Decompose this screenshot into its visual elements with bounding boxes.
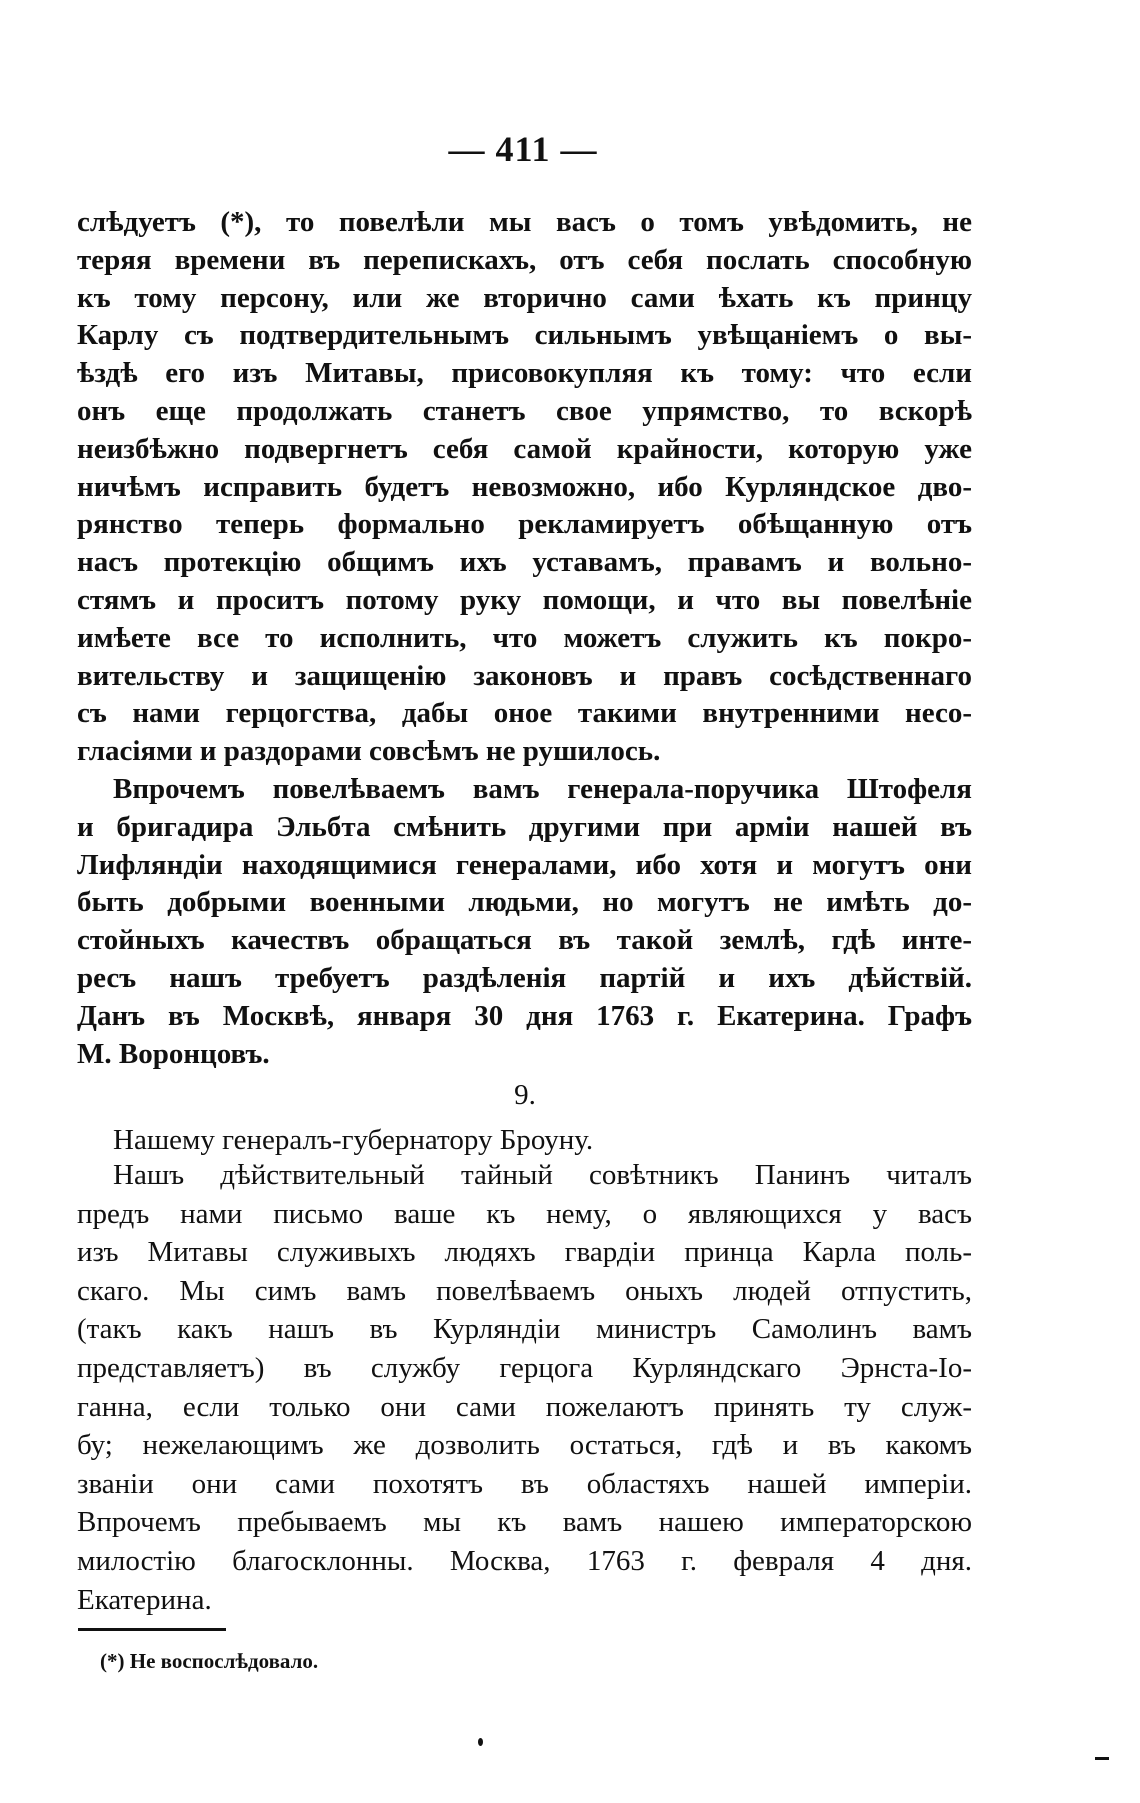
text-line: Впрочемъ повелѣваемъ вамъ генерала-поручика Штофеля bbox=[113, 772, 972, 805]
scan-speck bbox=[478, 1738, 483, 1746]
footnote: (*) Не воспослѣдовало. bbox=[100, 1649, 319, 1673]
text-line: изъ Митавы служивыхъ людяхъ гвардіи принца Карла поль- bbox=[77, 1236, 972, 1269]
text-line: быть добрыми военными людьми, но могутъ не имѣть до- bbox=[77, 886, 972, 919]
text-line: скаго. Мы симъ вамъ повелѣваемъ оныхъ людей отпустить, bbox=[77, 1274, 972, 1307]
text-line: рянство теперь формально рекламируетъ обѣщанную отъ bbox=[77, 508, 972, 541]
text-line: милостію благосклонны. Москва, 1763 г. февраля 4 дня. bbox=[77, 1544, 972, 1577]
text-block-main bbox=[77, 204, 972, 1073]
text-line: съ нами герцогства, дабы оное такими внутренними несо- bbox=[77, 697, 972, 730]
page-number: — 411 — bbox=[448, 129, 598, 169]
text-line: ѣздѣ его изъ Митавы, присовокупляя къ тому: что если bbox=[77, 357, 972, 390]
text-line: представляетъ) въ службу герцога Курляндскаго Эрнста-Іо- bbox=[77, 1351, 972, 1384]
text-line: званіи они сами похотятъ въ областяхъ нашей имперіи. bbox=[77, 1467, 972, 1500]
text-line: онъ еще продолжать станетъ свое упрямство, то вскорѣ bbox=[77, 394, 972, 427]
text-block-letter-9 bbox=[77, 1156, 972, 1619]
text-line: Впрочемъ пребываемъ мы къ вамъ нашею императорскою bbox=[77, 1506, 972, 1539]
text-line: ресъ нашъ требуетъ раздѣленія партій и ихъ дѣйствій. bbox=[77, 961, 972, 994]
text-line: стойныхъ качествъ обращаться въ такой землѣ, гдѣ инте- bbox=[77, 924, 972, 957]
text-line: насъ протекцію общимъ ихъ уставамъ, правамъ и вольно- bbox=[77, 546, 972, 579]
text-line: гласіями и раздорами совсѣмъ не рушилось. bbox=[77, 735, 661, 768]
text-line: ничѣмъ исправить будетъ невозможно, ибо Курляндское дво- bbox=[77, 470, 972, 503]
text-line: М. Воронцовъ. bbox=[77, 1037, 270, 1070]
text-line: Карлу съ подтвердительнымъ сильнымъ увѣщаніемъ о вы- bbox=[77, 319, 972, 352]
scan-mark bbox=[1095, 1757, 1109, 1760]
text-line: Данъ въ Москвѣ, января 30 дня 1763 г. Екатерина. Графъ bbox=[77, 999, 972, 1032]
text-line: и бригадира Эльбта смѣнить другими при арміи нашей въ bbox=[77, 810, 972, 843]
text-line: Нашъ дѣйствительный тайный совѣтникъ Панинъ читалъ bbox=[113, 1159, 972, 1191]
text-line: бу; нежелающимъ же дозволить остаться, гдѣ и въ какомъ bbox=[77, 1429, 972, 1462]
text-line: предъ нами письмо ваше къ нему, о являющихся у васъ bbox=[77, 1197, 972, 1230]
text-line: ганна, если только они сами пожелаютъ принять ту служ- bbox=[77, 1390, 972, 1423]
text-line: къ тому персону, или же вторично сами ѣхать къ принцу bbox=[77, 281, 972, 314]
text-line: слѣдуетъ (*), то повелѣли мы васъ о томъ увѣдомить, не bbox=[77, 206, 972, 238]
text-line: Екатерина. bbox=[77, 1583, 212, 1616]
text-line: Лифляндіи находящимися генералами, ибо хотя и могутъ они bbox=[77, 848, 972, 881]
addressee-line: Нашему генералъ-губернатору Броуну. bbox=[113, 1124, 594, 1156]
text-line: неизбѣжно подвергнетъ себя самой крайности, которую уже bbox=[77, 432, 972, 465]
text-line: вительству и защищенію законовъ и правъ сосѣдственнаго bbox=[77, 659, 972, 692]
section-number: 9. bbox=[514, 1079, 536, 1111]
text-line: теряя времени въ перепискахъ, отъ себя послать способную bbox=[77, 243, 972, 276]
footnote-divider bbox=[78, 1628, 226, 1631]
text-line: имѣете все то исполнить, что можетъ служить къ покро- bbox=[77, 621, 972, 654]
text-line: (такъ какъ нашъ въ Курляндіи министръ Самолинъ вамъ bbox=[77, 1313, 972, 1346]
text-line: стямъ и проситъ потому руку помощи, и что вы повелѣніе bbox=[77, 583, 972, 616]
